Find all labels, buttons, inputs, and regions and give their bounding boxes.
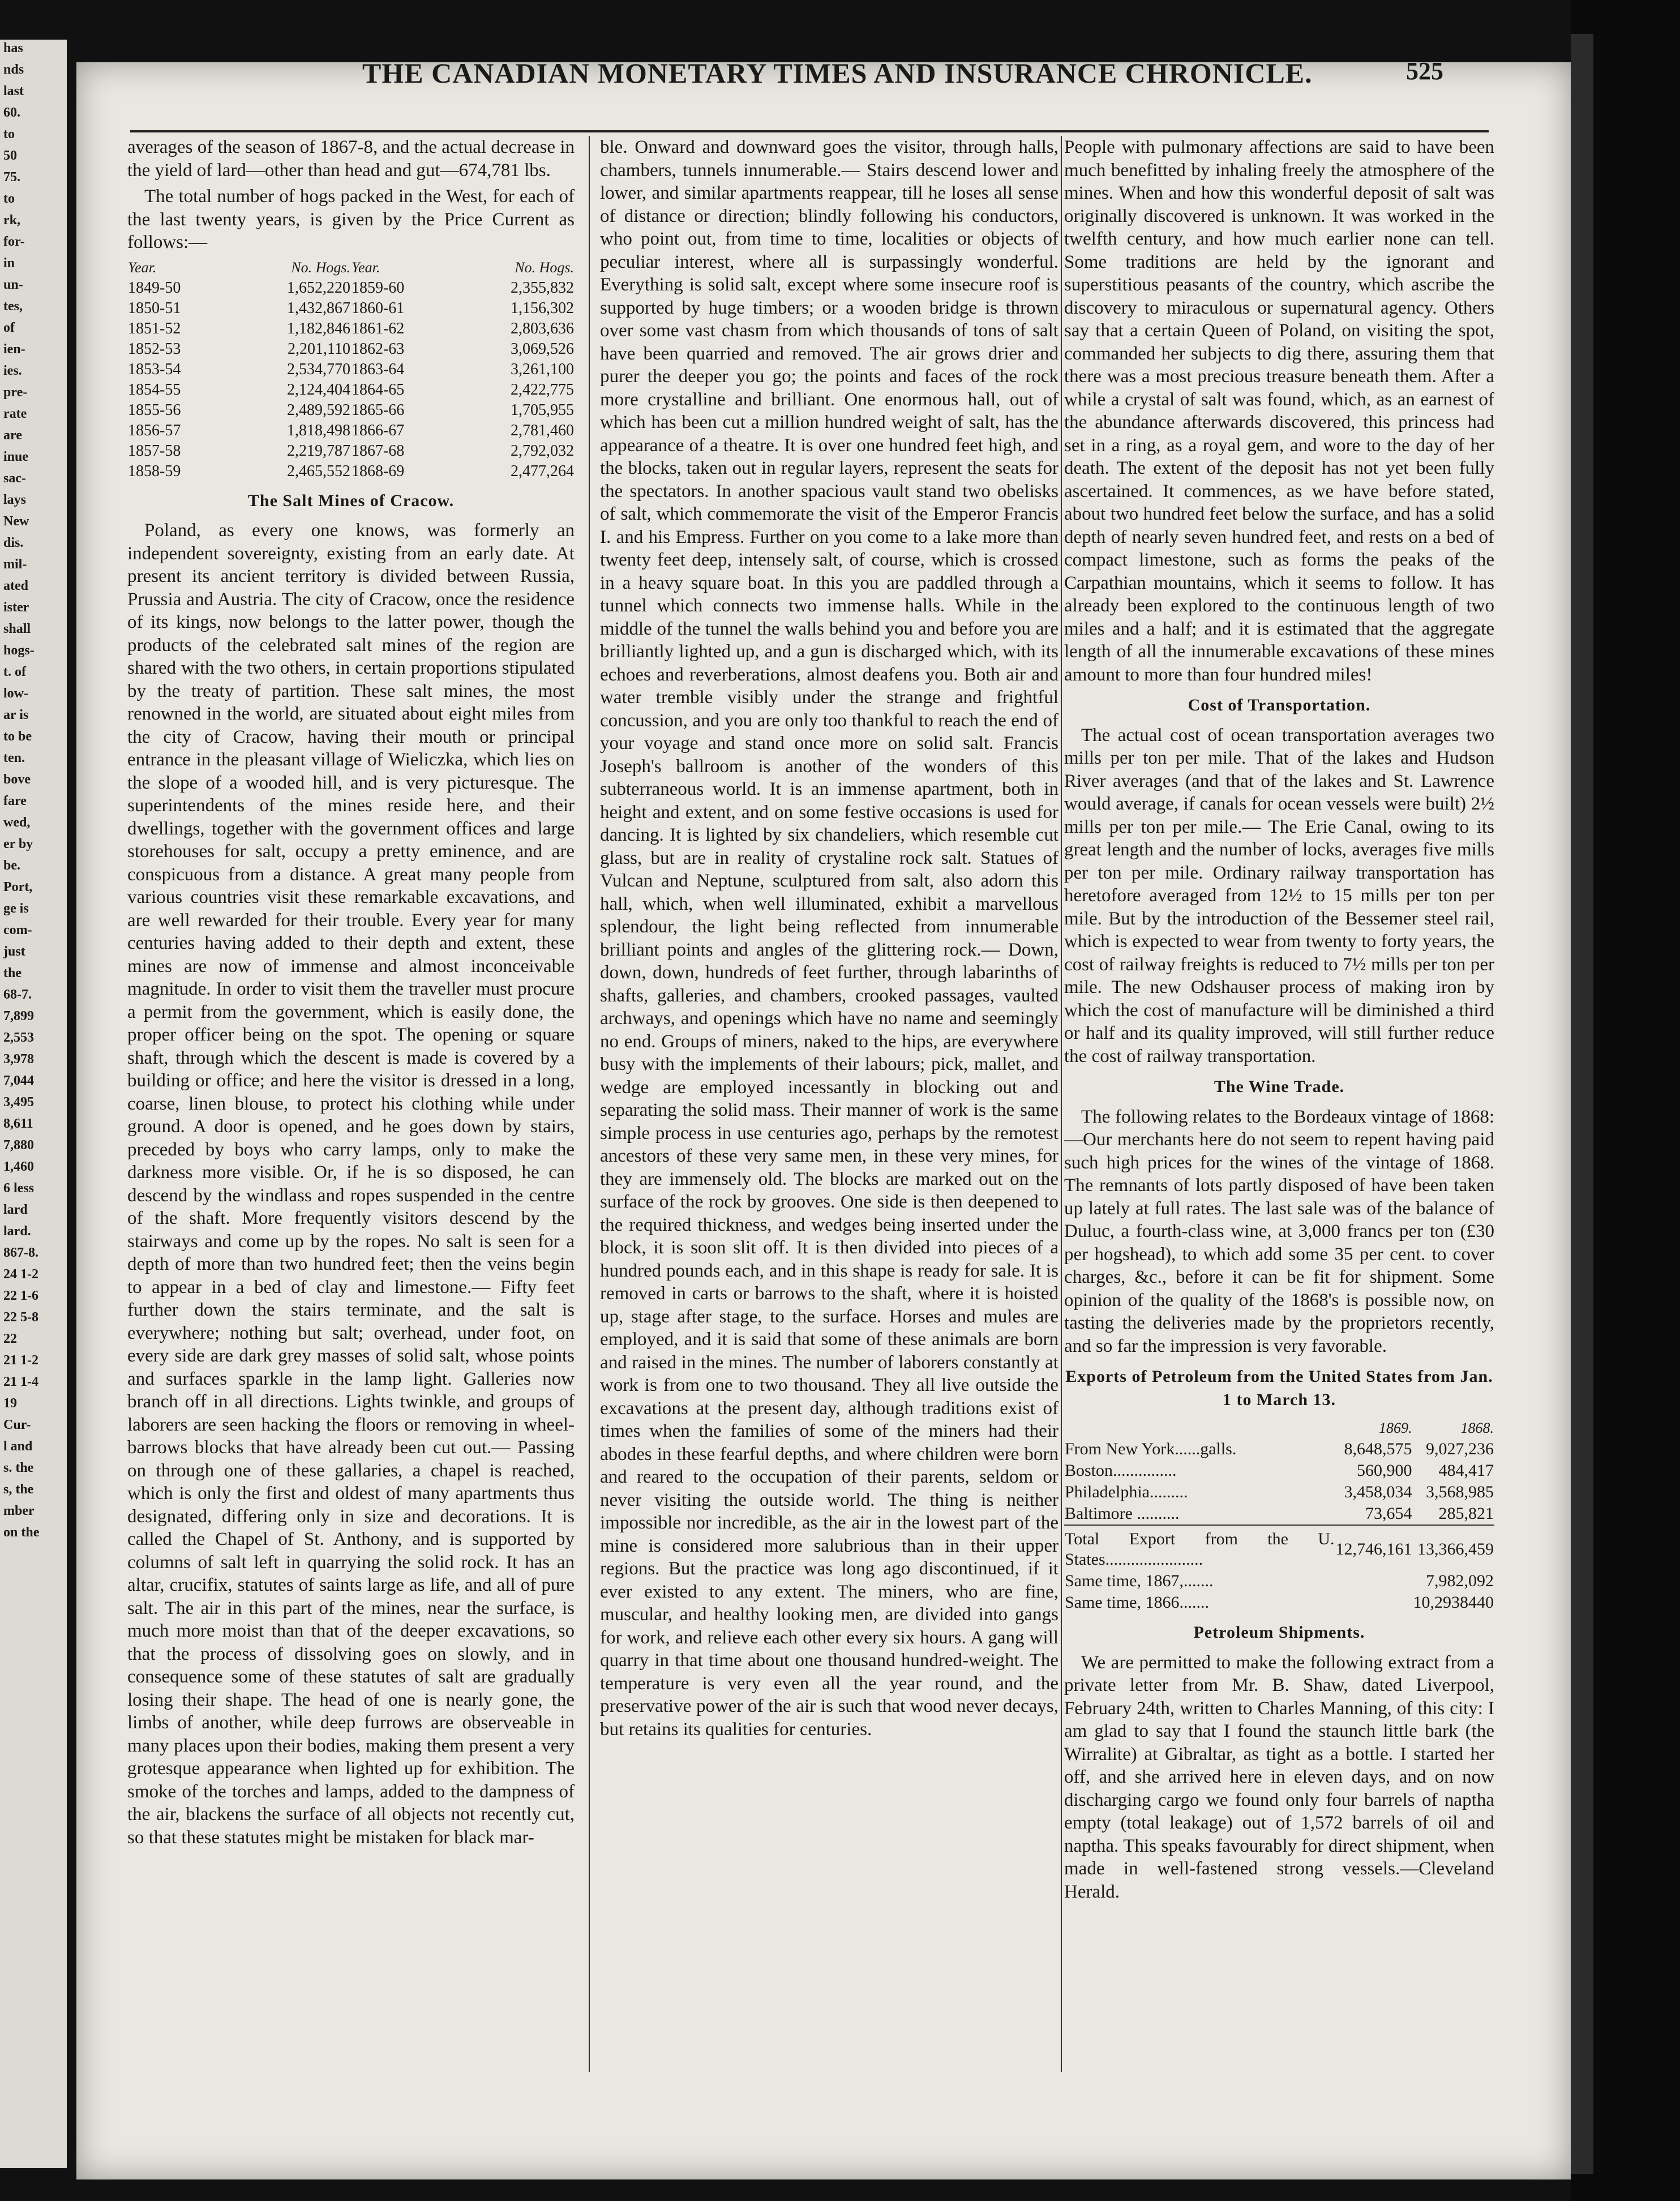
hogs-cell: 1,705,955 [511, 401, 574, 419]
column-3 [1064, 136, 1494, 1907]
adjacent-page-fragment: 3,495 [3, 1095, 34, 1110]
hogs-cell: 1865-66 [351, 401, 405, 419]
total-1869: 12,746,161 [1335, 1525, 1413, 1570]
petroleum-exports-heading: Exports of Petroleum from the United States from Jan. 1 to March 13. [1065, 1367, 1493, 1409]
hogs-cell: 1861-62 [351, 319, 405, 337]
adjacent-page-fragment: 22 5-8 [3, 1310, 38, 1325]
adjacent-page-fragment: 19 [3, 1396, 17, 1411]
hogs-cell: 1,156,302 [511, 299, 574, 317]
adjacent-page-fragment: 7,044 [3, 1073, 34, 1088]
same-time-1867-value: 7,982,092 [1426, 1571, 1494, 1590]
same-time-1867-row [1064, 1570, 1494, 1592]
hogs-intro: The total number of hogs packed in the West, for each of the last twenty years, is given by the Price Current as follows:— [127, 186, 575, 252]
export-row [1064, 1481, 1494, 1503]
adjacent-page-fragment: 75. [3, 170, 20, 185]
adjacent-page-fragment: to be [3, 729, 32, 744]
page-number: 525 [1406, 57, 1443, 85]
adjacent-page-fragment: rk, [3, 213, 20, 228]
hogs-row [127, 298, 575, 319]
salt-mines-paragraph: Poland, as every one knows, was formerly an independent sovereignty, existing from an early date. At present its ancient territory is divided between Russia, Prussia and Austria. The city of Cracow, once the residence of its kings, now belongs to the latter power, though the products of the celebrated salt mines of the region are shared with the two others, in certain proportions stipulated by the treaty of partition. These salt mines, the most renowned in the world, are situated about eight miles from the city of Cracow, having their mouth or principal entrance in the pleasant village of Wieliczka, which lies on the slope of a wooded hill, and is very picturesque. The superintendents of the mines reside here, and their dwellings, together with the government offices and large storehouses for salt, occupy a pretty eminence, and are conspicuous from a distance. A great many people from various countries visit these remarkable excavations, and are well rewarded for their trouble. Every year for many centuries having added to their depth and extent, these mines are now of immense and almost inconceivable magnitude. In order to visit them the traveller must procure a permit from the government, which is easily done, the proper officer being on the spot. The opening or square shaft, through which the descent is made is covered by a building or office; and here the visitor is dressed in a long, coarse, linen blouse, to protect his clothing while under ground. A door is opened, and he goes down by stairs, preceded by boys who carry lamps, only to make the darkness more visible. Or, if he is so disposed, he can descend by the windlass and ropes suspended in the centre of the shaft. More frequently visitors descend by the stairways and come up by the ropes. No salt is seen for a depth of more than two hundred feet; then the veins begin to appear in a bed of clay and limestone.— Fifty feet further down the stairs terminate, and the salt is everywhere; nothing but salt; overhead, under foot, on every side are dark grey masses of solid salt, whose points and surfaces sparkle in the lamp light. Galleries now branch off in all directions. Lights twinkle, and groups of laborers are seen hacking the floors or removing in wheel-barrows blocks that have already been cut out.— Passing on through one of these gallaries, a chapel is reached, which is only the first and oldest of many apartments thus designated, differing only in size and decorations. It is called the Chapel of St. Anthony, and is supported by columns of salt left in quarrying the solid rock. It has an altar, crucifix, statutes of saints large as life, and all of pure salt. The air in this part of the mines, near the surface, is much more moist than that of the deeper excavations, so that the process of dissolving goes on slowly, and in consequence some of these statutes of salt are gradually losing their shape. The head of one is nearly gone, the limbs of another, while deep furrows are observeable in many places upon their bodies, making them present a very grotesque appearance when lighted up for exhibition. The smoke of the torches and lamps, added to the dampness of the air, blackens the surface of all objects not recently cut, so that these statutes might be mistaken for black mar- [127, 520, 575, 1848]
total-1868: 13,366,459 [1413, 1525, 1495, 1570]
header-rule [130, 130, 1489, 132]
hogs-cell: 1,182,846 [286, 319, 350, 337]
adjacent-page-fragment: be. [3, 858, 20, 873]
adjacent-page-fragment: ge is [3, 901, 29, 916]
hogs-cell: 1862-63 [351, 340, 405, 358]
hogs-header-cell: Year. [128, 259, 157, 276]
adjacent-page-fragment: are [3, 428, 22, 443]
export-cell: 3,568,985 [1426, 1483, 1494, 1501]
adjacent-page-fragment: dis. [3, 536, 24, 550]
adjacent-page-fragment: for- [3, 234, 25, 249]
total-label: Total Export from the U. States....................... [1064, 1525, 1335, 1570]
export-cell: 9,027,236 [1426, 1440, 1494, 1458]
transportation-paragraph: The actual cost of ocean transportation averages two mills per ton per mile. That of the lakes and Hudson River averages (and that of the lakes and St. Lawrence would average, if canals for ocean vessels were built) 2½ mills per ton per mile.— The Erie Canal, owing to its great length and the number of locks, averages five mills per ton per mile. Ordinary railway transportation has heretofore averaged from 12½ to 15 mills per ton per mile. But by the introduction of the Bessemer steel rail, which is expected to wear from twenty to forty years, the cost of railway freights is reduced to 7½ mills per ton per mile. The new Odshauser process of making iron by which the cost of manufacture will be diminished a third or half and its quality improved, will still further reduce the cost of railway transportation. [1064, 725, 1494, 1067]
hogs-row [127, 400, 575, 421]
export-cell: 484,417 [1438, 1461, 1494, 1480]
adjacent-page-fragment: pre- [3, 385, 28, 400]
same-time-1866-row [1064, 1592, 1494, 1613]
adjacent-page-fragment: 8,611 [3, 1116, 33, 1131]
hogs-cell: 2,465,552 [286, 462, 350, 480]
adjacent-page-fragment: 24 1-2 [3, 1267, 38, 1282]
hogs-cell: 2,355,832 [511, 279, 574, 297]
hogs-cell: 1857-58 [128, 442, 181, 460]
adjacent-page-fragment: 6 less [3, 1181, 34, 1196]
hogs-cell: 2,219,787 [286, 442, 350, 460]
adjacent-page-fragment: nds [3, 62, 24, 77]
adjacent-page-fragment: 50 [3, 148, 17, 163]
hogs-cell: 1851-52 [128, 319, 181, 337]
adjacent-page-fragment: ien- [3, 342, 25, 357]
column-divider [1061, 136, 1062, 2072]
adjacent-page-fragment: wed, [3, 815, 31, 830]
hogs-cell: 1,652,220 [286, 279, 350, 297]
petroleum-exports-table [1064, 1418, 1494, 1613]
hogs-header-cell: Year. [351, 259, 380, 276]
adjacent-page-fragment: 21 1-2 [3, 1353, 38, 1368]
wine-trade-heading: The Wine Trade. [1214, 1077, 1345, 1096]
export-cell: Boston............... [1065, 1461, 1177, 1480]
adjacent-page-fragment: sac- [3, 471, 26, 486]
hogs-cell: 1858-59 [128, 462, 181, 480]
adjacent-page-fragment: 22 [3, 1331, 17, 1346]
same-time-1866-label: Same time, 1866....... [1065, 1593, 1209, 1612]
hogs-cell: 1863-64 [351, 360, 405, 378]
hogs-row [127, 380, 575, 400]
adjacent-page-fragment: on the [3, 1525, 40, 1540]
export-row [1064, 1503, 1494, 1525]
year-1868: 1868. [1460, 1420, 1494, 1436]
adjacent-page-fragment: bove [3, 772, 31, 787]
adjacent-page-fragment: lays [3, 493, 27, 507]
adjacent-page-fragment: 7,899 [3, 1009, 34, 1024]
adjacent-page-fragment: rate [3, 406, 27, 421]
adjacent-page-fragment: to [3, 191, 15, 206]
hogs-cell: 1856-57 [128, 421, 181, 439]
hogs-cell: 2,781,460 [511, 421, 574, 439]
same-time-1867-label: Same time, 1867,....... [1065, 1571, 1214, 1590]
hogs-cell: 2,124,404 [286, 380, 350, 399]
adjacent-page-fragment: Cur- [3, 1418, 31, 1432]
hogs-cell: 1,818,498 [286, 421, 350, 439]
petroleum-shipments-heading: Petroleum Shipments. [1193, 1623, 1365, 1642]
year-1869: 1869. [1379, 1420, 1412, 1436]
adjacent-page-fragment: low- [3, 686, 28, 701]
hogs-row [127, 339, 575, 359]
adjacent-page-fragment: 68-7. [3, 987, 32, 1002]
hogs-cell: 1859-60 [351, 279, 405, 297]
hogs-row [127, 421, 575, 441]
adjacent-page-fragment: tes, [3, 299, 23, 314]
wine-trade-paragraph: The following relates to the Bordeaux vintage of 1868:—Our merchants here do not seem to repent having paid such high prices for the wines of the vintage of 1868. The remnants of lots partly disposed of have been taken up lately at full rates. The last sale was of the balance of Duluc, a fourth-class wine, at 3,000 francs per ton (£30 per hogshead), to which add some 35 per cent. to cover charges, &c., before it can be fit for shipment. Some opinion of the quality of the 1868's is possible now, on tasting the deliveries made by the proprietors recently, and so far the impression is very favorable. [1064, 1106, 1494, 1356]
transportation-heading: Cost of Transportation. [1188, 696, 1371, 714]
hogs-cell: 2,477,264 [511, 462, 574, 480]
hogs-cell: 2,792,032 [511, 442, 574, 460]
hogs-cell: 3,261,100 [511, 360, 574, 378]
adjacent-page-fragment: lard. [3, 1224, 31, 1239]
adjacent-page-fragment: 21 1-4 [3, 1374, 38, 1389]
total-row [1064, 1525, 1494, 1570]
hogs-table [127, 258, 575, 482]
adjacent-page-fragment: inue [3, 449, 29, 464]
adjacent-page-fragment: of [3, 320, 15, 335]
adjacent-page-fragment: ies. [3, 363, 22, 378]
column-2 [600, 136, 1058, 1744]
hogs-cell: 1860-61 [351, 299, 405, 317]
page-header [125, 57, 1443, 96]
adjacent-page-fragment: 1,460 [3, 1159, 34, 1174]
hogs-cell: 1853-54 [128, 360, 181, 378]
column-divider [589, 136, 590, 2072]
hogs-row [127, 359, 575, 380]
adjacent-page-fragment: s, the [3, 1482, 34, 1497]
hogs-cell: 3,069,526 [511, 340, 574, 358]
adjacent-page-fragment: ten. [3, 751, 25, 765]
export-cell: 285,821 [1438, 1504, 1494, 1523]
adjacent-page-fragment: has [3, 41, 23, 55]
adjacent-page-strip [0, 40, 67, 2168]
salt-mines-conclusion: People with pulmonary affections are said to have been much benefitted by inhaling freely the atmosphere of the mines. When and how this wonderful deposit of salt was originally discovered is unknown. It was worked in the twelfth century, and how much earlier none can tell. Some traditions are held by the ignorant and superstitious peasants of the country, which ascribe the discovery to miraculous or supernatural agency. Others say that a certain Queen of Poland, on visiting the spot, commanded her subjects to dig there, assuring them that there was a most precious treasure beneath them. After a while a crystal of salt was found, which, as an earnest of the abundance afterwards discovered, this princess had set in a ring, as a royal gem, and wore to the day of her death. The extent of the deposit has not yet been fully ascertained. It commences, as we have before stated, about two hundred feet below the surface, and has a solid depth of nearly seven hundred feet, and rests on a bed of compact limestone, such as forms the peaks of the Carpathian mountains, which it seems to follow. It has already been explored to the continuous length of two miles and a half; and it is estimated that the aggregate length of all the innumerable excavations of these mines amount to more than four hundred miles! [1064, 137, 1494, 685]
adjacent-page-fragment: fare [3, 794, 27, 808]
export-row [1064, 1460, 1494, 1481]
adjacent-page-fragment: er by [3, 837, 33, 851]
adjacent-page-fragment: t. of [3, 665, 26, 679]
hogs-row [127, 441, 575, 461]
export-cell: Philadelphia......... [1065, 1483, 1188, 1501]
hogs-cell: 2,422,775 [511, 380, 574, 399]
adjacent-page-fragment: mber [3, 1504, 35, 1518]
adjacent-page-fragment: ated [3, 579, 28, 593]
export-cell: 73,654 [1365, 1504, 1412, 1523]
column-1 [127, 136, 575, 1852]
hogs-cell: 1854-55 [128, 380, 181, 399]
adjacent-page-fragment: New [3, 514, 29, 529]
hogs-cell: 1855-56 [128, 401, 181, 419]
publication-title: THE CANADIAN MONETARY TIMES AND INSURANCE CHRONICLE. [362, 57, 1313, 89]
hogs-cell: 1852-53 [128, 340, 181, 358]
hogs-cell: 1849-50 [128, 279, 181, 297]
adjacent-page-fragment: s. the [3, 1461, 34, 1475]
adjacent-page-fragment: l and [3, 1439, 33, 1454]
adjacent-page-fragment: just [3, 944, 25, 959]
adjacent-page-fragment: 3,978 [3, 1052, 34, 1067]
salt-mines-continued: ble. Onward and downward goes the visitor, through halls, chambers, tunnels innumerable.— Stairs descend lower and lower, and similar apartments reappear, till he loses all sense of distance or direction; blindly following his conductors, who point out, from time to time, localities or objects of peculiar interest, where all is surpassingly wonderful. Everything is solid salt, except where some insecure roof is supported by huge timbers; or a wooden bridge is thrown over some vast chasm from which thousands of tons of salt have been quarried and removed. The air grows drier and purer the deeper you go; the points and faces of the rock more crystalline and brilliant. One enormous hall, out of which has been cut a million hundred weight of salt, has the appearance of a theatre. It is over one hundred feet high, and the blocks, taken out in regular layers, represent the seats for the spectators. In another spacious vault stand two obelisks of salt, which commemorate the visit of the Emperor Francis I. and his Empress. Further on you come to a lake more than twenty feet deep, intensely salt, of course, which is crossed in a heavy square boat. In this you are paddled through a tunnel which connects two immense halls. While in the middle of the tunnel the walls behind you and before you are brilliantly lighted up, and a gun is discharged which, with its echoes and reverberations, almost deafens you. Both air and water tremble visibly under the strange and frightful concussion, and you are only too thankful to reach the end of your voyage and stand once more on solid salt. Francis Joseph's ballroom is another of the wonders of this subterraneous world. It is an immense apartment, both in height and extent, and on some festive occasions is used for dancing. It is lighted by six chandeliers, which resemble cut glass, but are in reality of crystaline rock salt. Statues of Vulcan and Neptune, sculptured from salt, also adorn this hall, which, when well illuminated, exhibit a marvellous splendour, the light being reflected from innumerable brilliant points and angles of the glittering rock.— Down, down, down, hundreds of feet further, through labarinths of shafts, galleries, and chambers, crooked passages, vaulted archways, and openings which have no name and seemingly no end. Groups of miners, naked to the hips, are everywhere busy with the implements of their labours; pick, mallet, and wedge are employed incessantly in blocking out and separating the solid mass. Their manner of work is the same simple process in use centuries ago, perhaps by the remotest ancestors of these very same men, in these very mines, for they are immensely old. The blocks are marked out on the surface of the rock by grooves. One side is then deepened to the required thickness, and wedges being inserted under the block, it is soon slit off. It is then divided into pieces of a hundred pounds each, and in this shape is ready for sale. It is removed in carts or barrows to the shaft, where it is hoisted up, stage after stage, to the surface. Horses and mules are employed, and it is said that some of these animals are born and raised in the mines. The number of laborers constantly at work is from one to two thousand. They all live outside the excavations at the present day, although traditions exist of times when the families of some of the miners had their abodes in these fearful depths, and where children were born and reared to the occupation of their parents, seldom or never visiting the outside world. The thing is neither impossible nor incredible, as the air in the lowest part of the mine is considered more salubrious than in their upper regions. But the practice was long ago discontinued, if it ever existed to any extent. The miners, who are fine, muscular, and healthy looking men, are divided into gangs for work, and relieve each other every six hours. A gang will quarry in that time about one thousand hundred-weight. The temperature is very even all the year round, and the preservative power of the air is such that wood never decays, but retains its qualities for centuries. [600, 137, 1058, 1740]
hogs-cell: 2,201,110 [288, 340, 350, 358]
hogs-header-cell: No. Hogs. [291, 259, 350, 276]
hogs-cell: 2,489,592 [286, 401, 350, 419]
adjacent-page-fragment: Port, [3, 880, 33, 894]
hogs-cell: 1864-65 [351, 380, 405, 399]
hogs-cell: 1868-69 [351, 462, 405, 480]
adjacent-page-fragment: 2,553 [3, 1030, 34, 1045]
export-cell: From New York......galls. [1065, 1440, 1237, 1458]
hogs-header-cell: No. Hogs. [515, 259, 574, 276]
adjacent-page-fragment: lard [3, 1202, 28, 1217]
export-row [1064, 1438, 1494, 1460]
hogs-cell: 2,534,770 [286, 360, 350, 378]
hogs-row [127, 319, 575, 339]
adjacent-page-fragment: com- [3, 923, 32, 937]
same-time-1866-value: 10,2938440 [1413, 1593, 1494, 1612]
adjacent-page-fragment: ister [3, 600, 29, 615]
lard-intro: averages of the season of 1867-8, and the actual decrease in the yield of lard—other than head and gut—674,781 lbs. [127, 137, 575, 181]
adjacent-page-fragment: 60. [3, 105, 20, 120]
adjacent-page-fragment: un- [3, 277, 23, 292]
export-cell: Baltimore .......... [1065, 1504, 1180, 1523]
hogs-cell: 1867-68 [351, 442, 405, 460]
hogs-row [127, 278, 575, 298]
adjacent-page-fragment: hogs- [3, 643, 35, 658]
adjacent-page-fragment: last [3, 84, 24, 99]
export-cell: 3,458,034 [1344, 1483, 1412, 1501]
export-cell: 560,900 [1357, 1461, 1412, 1480]
adjacent-page-fragment: 7,880 [3, 1138, 34, 1153]
hogs-cell: 1850-51 [128, 299, 181, 317]
adjacent-page-fragment: to [3, 127, 15, 142]
export-cell: 8,648,575 [1344, 1440, 1412, 1458]
adjacent-page-fragment: shall [3, 622, 31, 636]
adjacent-page-fragment: mil- [3, 557, 27, 572]
adjacent-page-fragment: 22 1-6 [3, 1288, 38, 1303]
salt-mines-heading: The Salt Mines of Cracow. [247, 491, 455, 510]
adjacent-page-fragment: 867-8. [3, 1245, 38, 1260]
book-binding-edge [1571, 0, 1680, 2201]
petroleum-shipments-paragraph: We are permitted to make the following extract from a private letter from Mr. B. Shaw, dated Liverpool, February 24th, written to Charles Manning, of this city: I am glad to say that I found the staunch little bark (the Wirralite) at Gibraltar, as tight as a bottle. I started her off, and she arrived here in eleven days, and on now discharging cargo we found only four barrels of naptha empty (total leakage) out of 1,572 barrels of oil and naptha. This speaks favourably for direct shipment, when made in well-fastened strong vessels.—Cleveland Herald. [1064, 1652, 1494, 1902]
hogs-cell: 1,432,867 [286, 299, 350, 317]
hogs-cell: 2,803,636 [511, 319, 574, 337]
adjacent-page-fragment: in [3, 256, 15, 271]
adjacent-page-fragment: the [3, 966, 22, 980]
hogs-row [127, 461, 575, 482]
adjacent-page-fragment: ar is [3, 708, 29, 722]
hogs-cell: 1866-67 [351, 421, 405, 439]
